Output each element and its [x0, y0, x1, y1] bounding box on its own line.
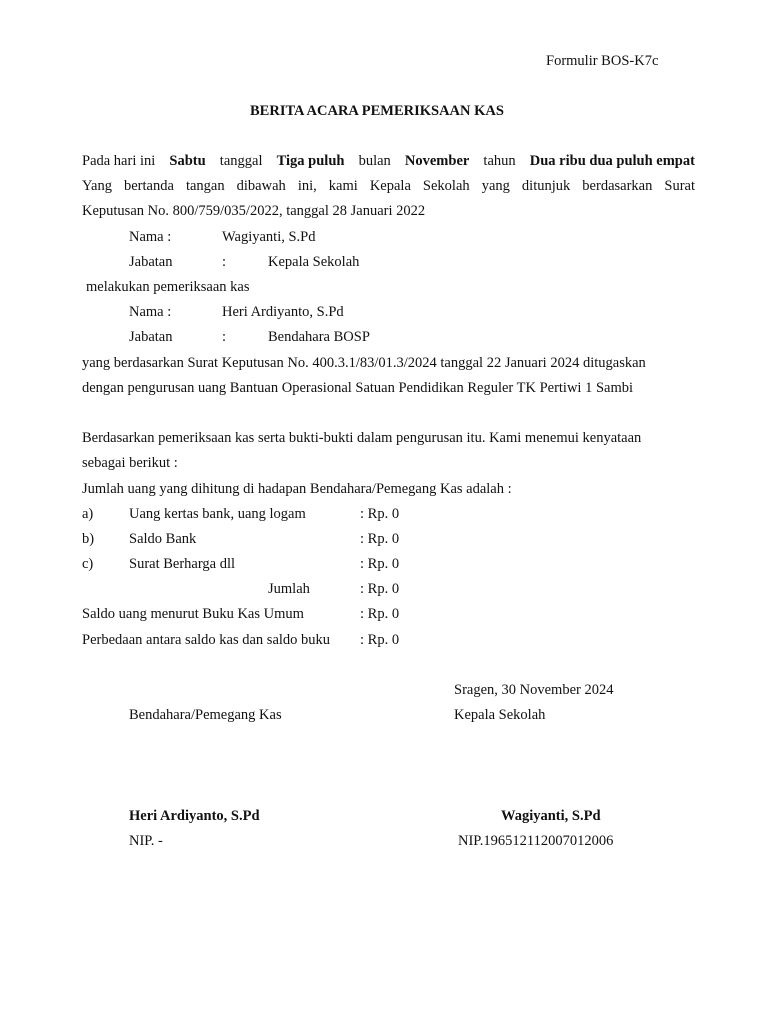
treasurer-jabatan-colon: : [222, 329, 227, 345]
intro-word: tahun [483, 153, 516, 169]
item-value: : Rp. 0 [360, 556, 400, 572]
item-value: : Rp. 0 [360, 506, 400, 522]
left-role: Bendahara/Pemegang Kas [129, 707, 282, 723]
action-text: melakukan pemeriksaan kas [86, 279, 250, 295]
item-marker: c) [82, 556, 94, 572]
right-role: Kepala Sekolah [454, 707, 546, 723]
intro-word: Pada hari ini [82, 153, 156, 169]
intro-year: Dua ribu dua puluh empat [529, 153, 695, 169]
examiner-jabatan-colon: : [222, 254, 227, 270]
saldo-buku-label: Saldo uang menurut Buku Kas Umum [82, 606, 304, 622]
examiner-nama-label: Nama : [129, 229, 172, 245]
left-nip: NIP. - [129, 833, 163, 849]
treasurer-jabatan-value: Bendahara BOSP [268, 329, 370, 345]
findings-line-2: sebagai berikut : [82, 455, 178, 471]
right-signatory-name: Wagiyanti, S.Pd [501, 808, 601, 824]
treasurer-nama-label: Nama : [129, 304, 172, 320]
intro-line-1 [82, 152, 695, 170]
treasurer-jabatan-label: Jabatan [129, 329, 173, 345]
intro-day: Sabtu [169, 153, 206, 169]
intro-line-3: Keputusan No. 800/759/035/2022, tanggal 28 Januari 2022 [82, 203, 426, 219]
perbedaan-value: : Rp. 0 [360, 632, 400, 648]
examiner-nama-value: Wagiyanti, S.Pd [222, 229, 316, 245]
findings-line-3: Jumlah uang yang dihitung di hadapan Bendahara/Pemegang Kas adalah : [82, 481, 512, 497]
intro-word: bulan [358, 153, 391, 169]
form-code: Formulir BOS-K7c [546, 53, 659, 69]
left-signatory-name: Heri Ardiyanto, S.Pd [129, 808, 260, 824]
item-label: Surat Berharga dll [129, 556, 236, 572]
total-label: Jumlah [268, 581, 310, 597]
saldo-buku-value: : Rp. 0 [360, 606, 400, 622]
treasurer-nama-value: Heri Ardiyanto, S.Pd [222, 304, 344, 320]
examiner-jabatan-value: Kepala Sekolah [268, 254, 360, 270]
total-value: : Rp. 0 [360, 581, 400, 597]
intro-word: tanggal [219, 153, 263, 169]
assignment-line-1: yang berdasarkan Surat Keputusan No. 400.3.1/83/01.3/2024 tanggal 22 Januari 2024 ditugaskan [82, 355, 646, 371]
intro-month: November [404, 153, 470, 169]
item-marker: b) [82, 531, 95, 547]
findings-line-1: Berdasarkan pemeriksaan kas serta bukti-bukti dalam pengurusan itu. Kami menemui kenyataan [82, 430, 642, 446]
item-label: Saldo Bank [129, 531, 197, 547]
right-nip: NIP.196512112007012006 [458, 833, 614, 849]
item-marker: a) [82, 506, 94, 522]
perbedaan-label: Perbedaan antara saldo kas dan saldo buku [82, 632, 331, 648]
item-label: Uang kertas bank, uang logam [129, 506, 306, 522]
assignment-line-2: dengan pengurusan uang Bantuan Operasional Satuan Pendidikan Reguler TK Pertiwi 1 Sambi [82, 380, 634, 396]
intro-line-2: Yang bertanda tangan dibawah ini, kami Kepala Sekolah yang ditunjuk berdasarkan Surat [82, 178, 695, 194]
item-value: : Rp. 0 [360, 531, 400, 547]
examiner-jabatan-label: Jabatan [129, 254, 173, 270]
place-date: Sragen, 30 November 2024 [454, 682, 614, 698]
document-title: BERITA ACARA PEMERIKSAAN KAS [250, 103, 504, 119]
intro-date: Tiga puluh [276, 153, 345, 169]
